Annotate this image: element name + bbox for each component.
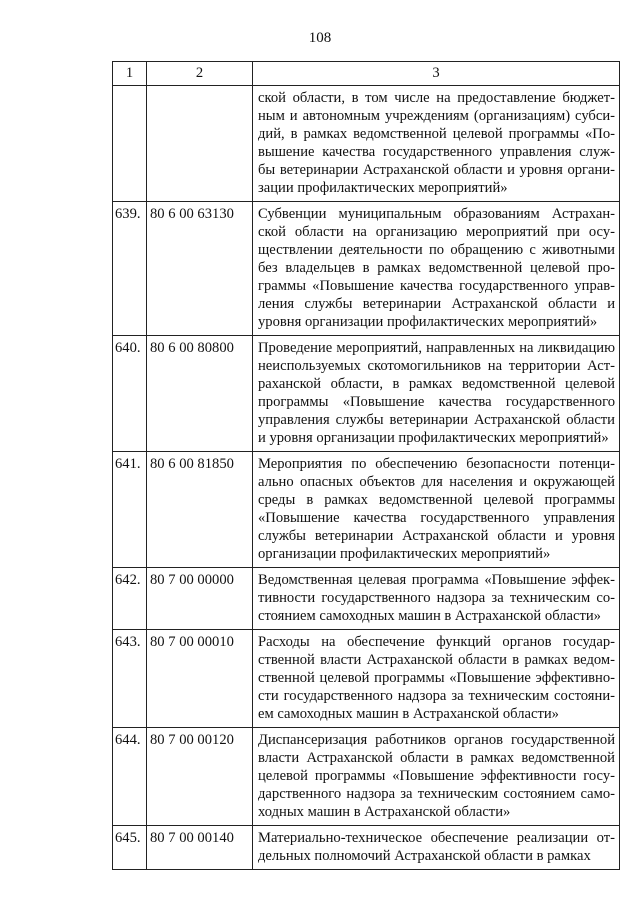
column-header-number: 1 bbox=[113, 62, 147, 86]
description-line: ем самоходных машин в Астраханской области» bbox=[258, 706, 559, 722]
description-line: ской области, в том числе на предоставление бюджет- bbox=[258, 90, 615, 106]
expense-description bbox=[253, 202, 620, 336]
table-row bbox=[113, 452, 620, 568]
description-line: вышение качества государственного управления служ- bbox=[258, 144, 615, 160]
table-row bbox=[113, 568, 620, 630]
expense-description bbox=[253, 86, 620, 202]
description-line: без владельцев в рамках ведомственной целевой про- bbox=[258, 260, 615, 276]
row-number: 640. bbox=[113, 336, 147, 452]
description-line: «Повышение качества государственного управления bbox=[258, 510, 615, 526]
row-number: 643. bbox=[113, 630, 147, 728]
description-line: ально опасных объектов для населения и окружающей bbox=[258, 474, 615, 490]
classification-code: 80 7 00 00140 bbox=[147, 826, 253, 870]
column-header-code: 2 bbox=[147, 62, 253, 86]
table-row bbox=[113, 826, 620, 870]
description-line: Проведение мероприятий, направленных на ликвидацию bbox=[258, 340, 615, 356]
description-line: раханской области, в рамках ведомственной целевой bbox=[258, 376, 615, 392]
table-header-row bbox=[113, 62, 620, 86]
page-number: 108 bbox=[308, 30, 332, 46]
description-line: организации профилактических мероприятий» bbox=[258, 546, 551, 562]
description-line: ществлении деятельности по обращению с животными bbox=[258, 242, 615, 258]
description-line: Расходы на обеспечение функций органов государ- bbox=[258, 634, 615, 650]
table-row bbox=[113, 86, 620, 202]
expense-description bbox=[253, 630, 620, 728]
description-line: зации профилактических мероприятий» bbox=[258, 180, 508, 196]
description-line: стоянием самоходных машин в Астраханской области» bbox=[258, 608, 601, 624]
budget-classification-table bbox=[112, 61, 620, 870]
description-line: Ведомственная целевая программа «Повышение эффек- bbox=[258, 572, 615, 588]
classification-code bbox=[147, 86, 253, 202]
description-line: бы ветеринарии Астраханской области и уровня органи- bbox=[258, 162, 615, 178]
description-line: дий, в рамках ведомственной целевой программы «По- bbox=[258, 126, 615, 142]
classification-code: 80 6 00 80800 bbox=[147, 336, 253, 452]
classification-code: 80 7 00 00000 bbox=[147, 568, 253, 630]
expense-description bbox=[253, 452, 620, 568]
expense-description bbox=[253, 728, 620, 826]
description-line: власти Астраханской области в рамках ведомственной bbox=[258, 750, 615, 766]
description-line: дарственного надзора за техническим состоянием само- bbox=[258, 786, 615, 802]
expense-description bbox=[253, 568, 620, 630]
classification-code: 80 6 00 81850 bbox=[147, 452, 253, 568]
classification-code: 80 6 00 63130 bbox=[147, 202, 253, 336]
expense-description bbox=[253, 826, 620, 870]
row-number: 642. bbox=[113, 568, 147, 630]
description-line: Диспансеризация работников органов государственной bbox=[258, 732, 615, 748]
classification-code: 80 7 00 00120 bbox=[147, 728, 253, 826]
description-line: Субвенции муниципальным образованиям Астрахан- bbox=[258, 206, 615, 222]
description-line: Мероприятия по обеспечению безопасности потенци- bbox=[258, 456, 615, 472]
classification-code: 80 7 00 00010 bbox=[147, 630, 253, 728]
description-line: среды в рамках ведомственной целевой программы bbox=[258, 492, 615, 508]
table-row bbox=[113, 728, 620, 826]
description-line: программы «Повышение качества государственного bbox=[258, 394, 615, 410]
description-line: неиспользуемых скотомогильников на территории Аст- bbox=[258, 358, 615, 374]
description-line: службы ветеринарии Астраханской области и уровня bbox=[258, 528, 615, 544]
description-line: граммы «Повышение качества государственного управ- bbox=[258, 278, 615, 294]
row-number: 641. bbox=[113, 452, 147, 568]
description-line: тивности государственного надзора за техническим со- bbox=[258, 590, 615, 606]
description-line: ходных машин в Астраханской области» bbox=[258, 804, 511, 820]
table-row bbox=[113, 630, 620, 728]
table-row bbox=[113, 202, 620, 336]
row-number bbox=[113, 86, 147, 202]
description-line: ления службы ветеринарии Астраханской области и bbox=[258, 296, 615, 312]
row-number: 644. bbox=[113, 728, 147, 826]
description-line: управления службы ветеринарии Астраханской области bbox=[258, 412, 615, 428]
row-number: 639. bbox=[113, 202, 147, 336]
description-line: ным и автономным учреждениям (организациям) субси- bbox=[258, 108, 615, 124]
description-line: дельных полномочий Астраханской области в рамках bbox=[258, 848, 591, 864]
description-line: ской области на организацию мероприятий при осу- bbox=[258, 224, 615, 240]
description-line: сти государственного надзора за техническим состояни- bbox=[258, 688, 615, 704]
description-line: Материально-техническое обеспечение реализации от- bbox=[258, 830, 615, 846]
description-line: ственной целевой программы «Повышение эффективно- bbox=[258, 670, 615, 686]
table-row bbox=[113, 336, 620, 452]
description-line: уровня организации профилактических мероприятий» bbox=[258, 314, 598, 330]
expense-description bbox=[253, 336, 620, 452]
description-line: и уровня организации профилактических мероприятий» bbox=[258, 430, 609, 446]
column-header-description: 3 bbox=[253, 62, 620, 86]
table-body bbox=[113, 86, 620, 870]
row-number: 645. bbox=[113, 826, 147, 870]
description-line: целевой программы «Повышение эффективности госу- bbox=[258, 768, 615, 784]
description-line: ственной власти Астраханской области в рамках ведом- bbox=[258, 652, 615, 668]
